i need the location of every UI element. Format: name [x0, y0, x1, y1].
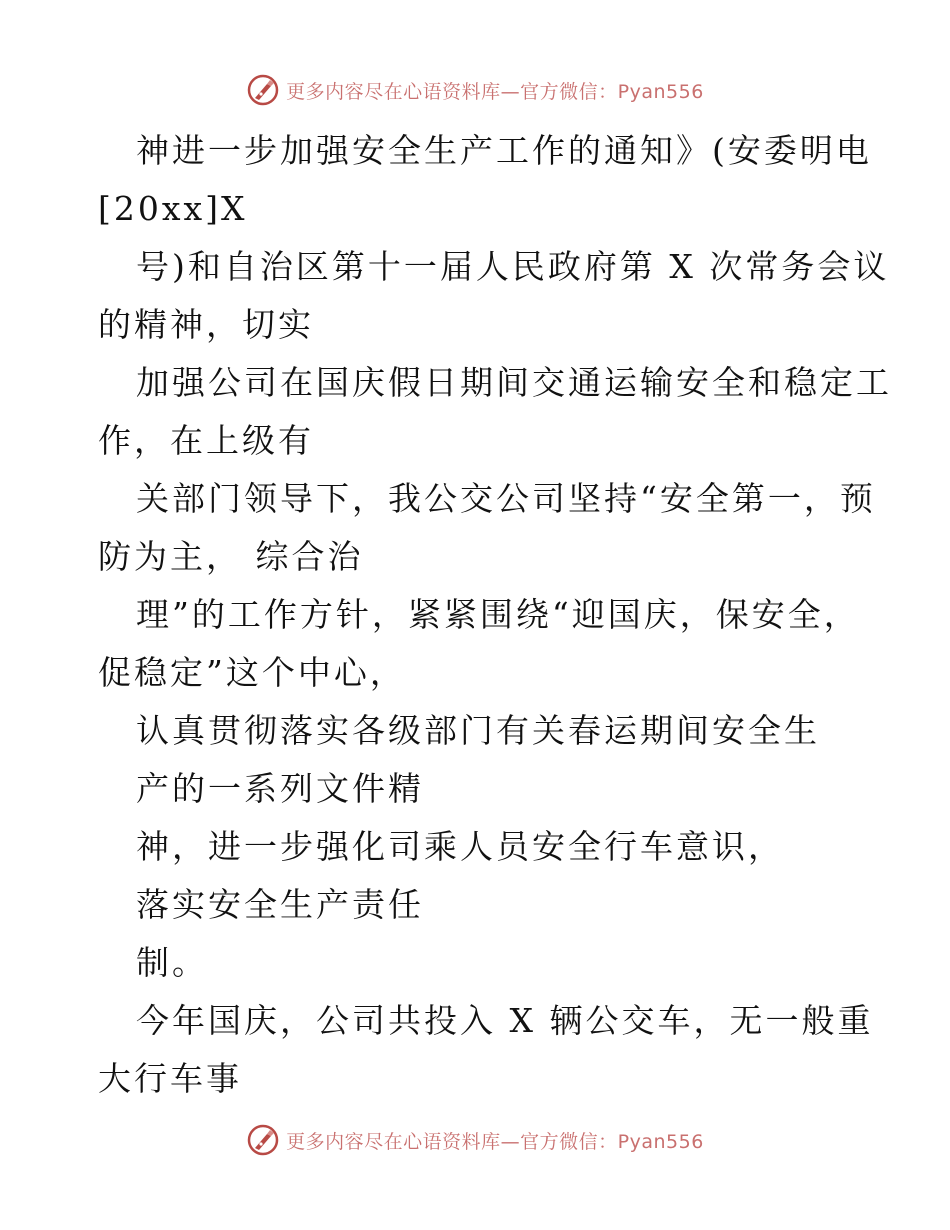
- body-line: 号)和自治区第十一届人民政府第 X 次常务会议: [136, 247, 890, 286]
- body-line: 大行车事: [98, 1059, 242, 1098]
- header-banner-text: 更多内容尽在心语资料库—官方微信：Pyan556: [286, 80, 704, 103]
- body-line: 落实安全生产责任: [136, 885, 424, 924]
- body-line: 防为主， 综合治: [98, 537, 364, 576]
- body-line: 促稳定”这个中心，: [98, 653, 406, 692]
- body-line: 作，在上级有: [98, 421, 314, 460]
- body-line: 认真贯彻落实各级部门有关春运期间安全生: [136, 711, 820, 750]
- document-body: [98, 122, 892, 1108]
- body-line: 神进一步加强安全生产工作的通知》(安委明电: [136, 131, 872, 170]
- body-line: 制。: [136, 943, 208, 982]
- body-line: 神，进一步强化司乘人员安全行车意识，: [136, 827, 784, 866]
- body-line: [20xx]X: [98, 189, 248, 228]
- pen-nib-logo-icon: [246, 73, 280, 107]
- header-banner: [0, 70, 950, 110]
- footer-banner-text: 更多内容尽在心语资料库—官方微信：Pyan556: [286, 1130, 704, 1153]
- body-line: 今年国庆，公司共投入 X 辆公交车，无一般重: [136, 1001, 874, 1040]
- body-line: 的精神，切实: [98, 305, 314, 344]
- body-line: 关部门领导下，我公交公司坚持“安全第一，预: [136, 479, 876, 518]
- body-line: 理”的工作方针，紧紧围绕“迎国庆，保安全，: [136, 595, 860, 634]
- footer-banner: [0, 1120, 950, 1160]
- pen-nib-logo-icon: [246, 1123, 280, 1157]
- body-line: 产的一系列文件精: [136, 769, 424, 808]
- body-line: 加强公司在国庆假日期间交通运输安全和稳定工: [136, 363, 892, 402]
